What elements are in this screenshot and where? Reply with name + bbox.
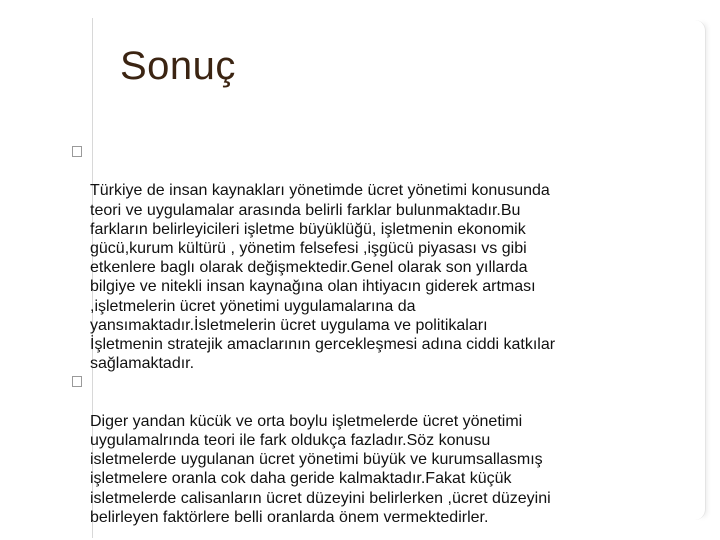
square-bullet-icon xyxy=(72,376,82,387)
bullet-text-1: Türkiye de insan kaynakları yönetimde ücret yönetimi konusunda teori ve uygulamalar arasında belirli farklar bulunmaktadır.Bu farkların belirleyicileri işletme büyüklüğü, işletmenin ekonomik gücü,kurum kültürü , yönetim felsefesi ,işgücü piyasası vs gibi etkenlere baglı olarak değişmektedir.Genel olarak son yıllarda bilgiye ve nitekli insan kaynağına olan ihtiyacın giderek artması ,işletmelerin ücret yönetimi uygulamalarına da yansımaktadır.İsletmelerin ücret uygulama ve politikaları İşletmenin stratejik amaclarının gercekleşmesi adına ciddi katkılar sağlamaktadır. xyxy=(90,182,556,373)
square-bullet-icon xyxy=(72,146,82,157)
bullet-list xyxy=(68,143,686,527)
bullet-item-2 xyxy=(68,373,686,527)
bullet-text-2: Diger yandan kücük ve orta boylu işletmelerde ücret yönetimi uygulamalrında teori ile fark oldukça fazladır.Söz konusu isletmelerde uygulanan ücret yönetimi büyük ve kurumsallasmış işletmelere oranla cok daha geride kalmaktadır.Fakat küçük isletmelerde calisanların ücret düzeyini belirlerken ,ücret düzeyini belirleyen faktörlere belli oranlarda önem vermektedirler. xyxy=(90,412,551,526)
bullet-item-1 xyxy=(68,143,686,373)
decorative-page-edge xyxy=(695,20,706,520)
slide-title: Sonuç xyxy=(120,44,236,88)
